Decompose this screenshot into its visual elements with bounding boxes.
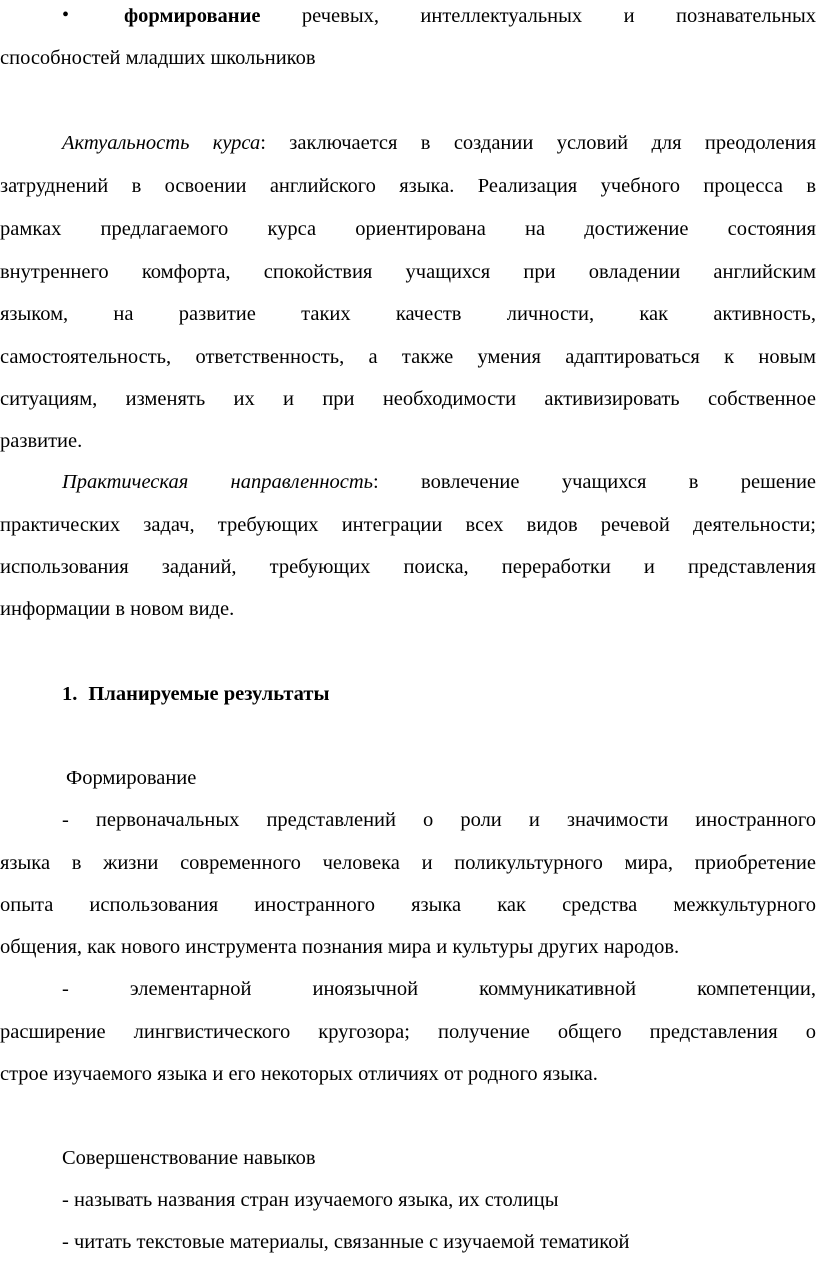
practical-label: Практическая направленность xyxy=(62,471,374,493)
section-heading xyxy=(62,682,329,706)
formation-item-1-line: опыта использования иностранного языка как средства межкультурного xyxy=(0,894,816,916)
relevance-line: внутреннего комфорта, спокойствия учащихся при овладении английским xyxy=(0,261,816,283)
practical-line-1 xyxy=(62,470,816,494)
bullet-line-1 xyxy=(124,4,816,28)
relevance-line: ситуациям, изменять их и при необходимости активизировать собственное xyxy=(0,388,816,410)
formation-item-1-line: языка в жизни современного человека и поликультурного мира, приобретение xyxy=(0,852,816,874)
formation-item-2-last-line: строе изучаемого языка и его некоторых отличиях от родного языка. xyxy=(0,1063,598,1085)
relevance-line: языком, на развитие таких качеств личности, как активность, xyxy=(0,303,816,325)
section-number: 1. xyxy=(62,683,78,705)
skills-heading: Совершенствование навыков xyxy=(62,1147,316,1169)
formation-item-1-line-1: - первоначальных представлений о роли и значимости иностранного xyxy=(62,809,816,831)
bullet-icon: • xyxy=(62,4,70,26)
formation-item-1-last-line: общения, как нового инструмента познания мира и культуры других народов. xyxy=(0,936,680,958)
relevance-line-1-rest: : заключается в создании условий для преодоления xyxy=(260,132,816,154)
practical-line-1-rest: : вовлечение учащихся в решение xyxy=(373,471,816,493)
formation-item-2-line-1: - элементарной иноязычной коммуникативной компетенции, xyxy=(62,978,816,1000)
skills-item: - читать текстовые материалы, связанные с изучаемой тематикой xyxy=(62,1231,630,1253)
bullet-line-1-rest: речевых, интеллектуальных и познавательных xyxy=(260,5,816,27)
bullet-bold-word: формирование xyxy=(124,5,261,27)
skills-item: - называть названия стран изучаемого языка, их столицы xyxy=(62,1189,559,1211)
relevance-label: Актуальность курса xyxy=(62,132,261,154)
relevance-line: затруднений в освоении английского языка. Реализация учебного процесса в xyxy=(0,175,816,197)
practical-last-line: информации в новом виде. xyxy=(0,598,235,620)
bullet-line-2: способностей младших школьников xyxy=(0,47,316,69)
formation-heading: Формирование xyxy=(66,767,197,789)
formation-item-2-line: расширение лингвистического кругозора; получение общего представления о xyxy=(0,1021,816,1043)
relevance-line: самостоятельность, ответственность, а также умения адаптироваться к новым xyxy=(0,346,816,368)
relevance-line: рамках предлагаемого курса ориентирована на достижение состояния xyxy=(0,218,816,240)
relevance-line-1 xyxy=(62,131,816,155)
practical-line: практических задач, требующих интеграции всех видов речевой деятельности; xyxy=(0,514,816,536)
relevance-last-line: развитие. xyxy=(0,430,83,452)
section-title: Планируемые результаты xyxy=(88,683,330,705)
practical-line: использования заданий, требующих поиска, переработки и представления xyxy=(0,556,816,578)
